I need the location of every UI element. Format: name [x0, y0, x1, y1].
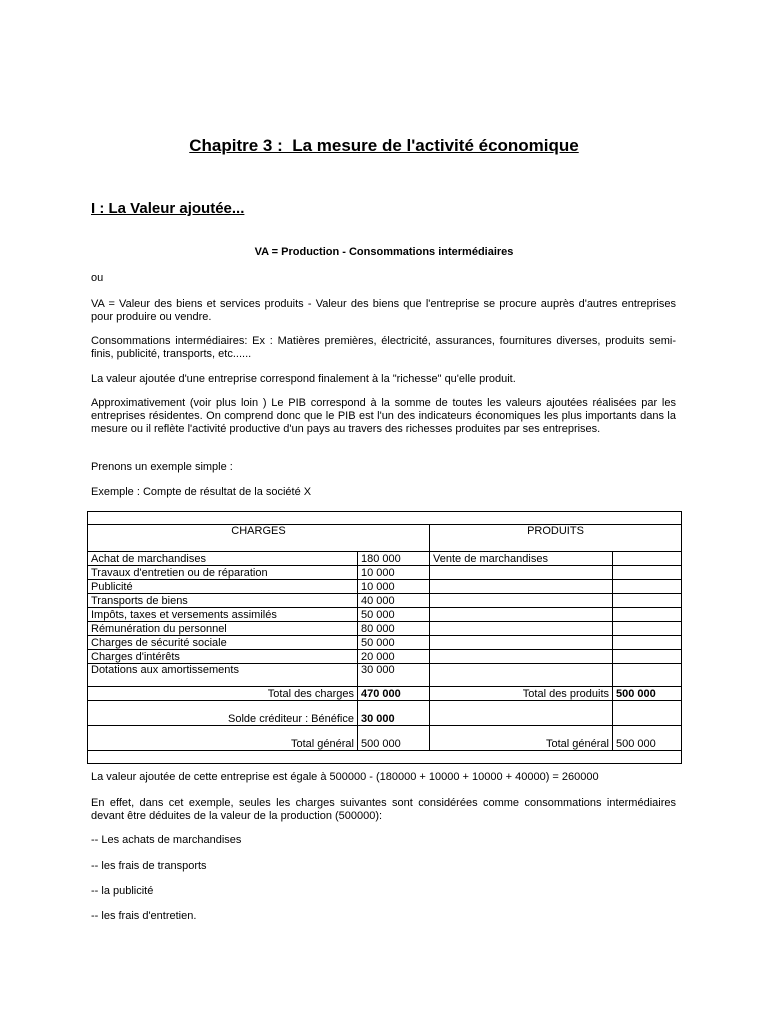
solde-value: 30 000: [358, 701, 430, 726]
total-produits-value: 500 000: [613, 687, 682, 701]
compte-de-resultat-table: [87, 511, 682, 764]
list-item: -- les frais d'entretien.: [91, 910, 197, 922]
paragraph-consommations: Consommations intermédiaires: Ex : Matières premières, électricité, assurances, fournitures diverses, produits semi-finis, publicité, transports, etc......: [91, 335, 676, 360]
total-charges-label: Total des charges: [88, 687, 358, 701]
total-general-label: Total général: [88, 726, 358, 751]
charge-value: 30 000: [358, 664, 430, 687]
total-produits-label: Total des produits: [430, 687, 613, 701]
table-row: [88, 650, 682, 664]
total-general-charges: 500 000: [358, 726, 430, 751]
list-item: -- la publicité: [91, 885, 154, 897]
section-heading: I : La Valeur ajoutée...: [91, 200, 245, 217]
header-charges: CHARGES: [88, 525, 430, 552]
paragraph-va-definition: VA = Valeur des biens et services produits - Valeur des biens que l'entreprise se procure auprès d'autres entreprises pour produire ou vendre.: [91, 298, 676, 323]
total-general-label-produits: Total général: [430, 726, 613, 751]
table-row: [88, 622, 682, 636]
charge-value: 10 000: [358, 566, 430, 580]
totals-row: [88, 687, 682, 701]
paragraph-en-effet: En effet, dans cet exemple, seules les charges suivantes sont considérées comme consommations intermédiaires devant être déduites de la valeur de la production (500000):: [91, 797, 676, 822]
table-top-row: [88, 512, 682, 525]
charge-label: Rémunération du personnel: [88, 622, 358, 636]
table-row: [88, 566, 682, 580]
table-row: [88, 552, 682, 566]
charge-value: 180 000: [358, 552, 430, 566]
paragraph-richesse: La valeur ajoutée d'une entreprise correspond finalement à la "richesse" qu'elle produit.: [91, 373, 516, 385]
table-row: [88, 594, 682, 608]
formula: VA = Production - Consommations intermédiaires: [254, 246, 514, 258]
table-row: [88, 664, 682, 687]
solde-row: [88, 701, 682, 726]
table-bottom-row: [88, 751, 682, 764]
charge-label: Impôts, taxes et versements assimilés: [88, 608, 358, 622]
charge-label: Transports de biens: [88, 594, 358, 608]
charge-label: Achat de marchandises: [88, 552, 358, 566]
charge-value: 80 000: [358, 622, 430, 636]
charge-value: 10 000: [358, 580, 430, 594]
paragraph-prenons: Prenons un exemple simple :: [91, 461, 233, 473]
list-item: -- les frais de transports: [91, 860, 207, 872]
charge-label: Publicité: [88, 580, 358, 594]
header-produits: PRODUITS: [430, 525, 682, 552]
charge-label: Charges de sécurité sociale: [88, 636, 358, 650]
charge-label: Travaux d'entretien ou de réparation: [88, 566, 358, 580]
page-title: Chapitre 3 : La mesure de l'activité économique: [189, 136, 579, 155]
ou-text: ou: [91, 272, 104, 284]
produit-value: [613, 552, 682, 566]
total-general-produits: 500 000: [613, 726, 682, 751]
table-row: [88, 636, 682, 650]
charge-label: Dotations aux amortissements: [88, 664, 358, 687]
paragraph-exemple: Exemple : Compte de résultat de la société X: [91, 486, 312, 498]
charge-value: 50 000: [358, 608, 430, 622]
list-item: -- Les achats de marchandises: [91, 834, 242, 846]
paragraph-pib: Approximativement (voir plus loin ) Le PIB correspond à la somme de toutes les valeurs ajoutées réalisées par les entreprises résidentes. On comprend donc que le PIB est l'un des indicateurs économiques les plus importants dans la mesure ou il reflète l'activité productive d'un pays au travers des richesses produites par ses entreprises.: [91, 397, 676, 435]
charge-label: Charges d'intérêts: [88, 650, 358, 664]
charge-value: 20 000: [358, 650, 430, 664]
table-header-row: [88, 525, 682, 552]
solde-label: Solde créditeur : Bénéfice: [88, 701, 358, 726]
table-row: [88, 580, 682, 594]
table-row: [88, 608, 682, 622]
charge-value: 50 000: [358, 636, 430, 650]
charge-value: 40 000: [358, 594, 430, 608]
produit-label: Vente de marchandises: [430, 552, 613, 566]
paragraph-calcul: La valeur ajoutée de cette entreprise est égale à 500000 - (180000 + 10000 + 10000 + 40000) = 260000: [91, 771, 599, 783]
total-charges-value: 470 000: [358, 687, 430, 701]
total-general-row: [88, 726, 682, 751]
